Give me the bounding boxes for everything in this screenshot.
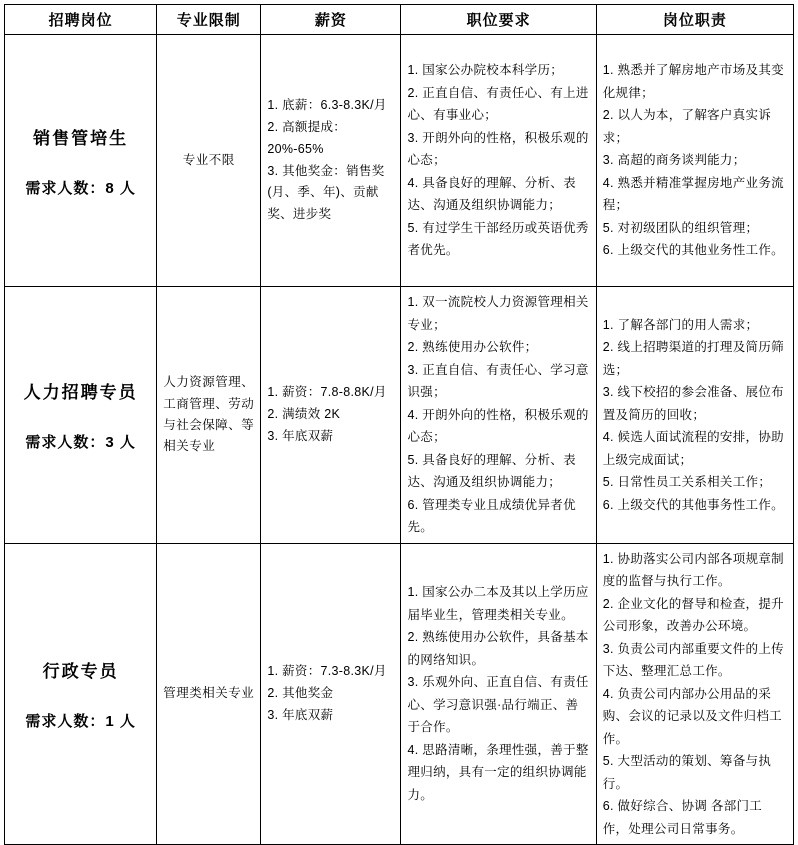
post-cell xyxy=(5,287,157,544)
major-cell: 管理类相关专业 xyxy=(157,543,261,845)
requirements-cell xyxy=(401,287,596,544)
requirement-line: 2. 熟练使用办公软件； xyxy=(407,340,538,354)
post-cell xyxy=(5,35,157,287)
salary-line: 1. 薪资：7.3-8.3K/月 xyxy=(267,663,387,678)
requirements-cell xyxy=(401,543,596,845)
recruitment-table xyxy=(4,4,794,845)
requirement-line: 2. 熟练使用办公软件，具备基本的网络知识。 xyxy=(407,630,589,667)
table-row xyxy=(5,287,794,544)
duty-line: 1. 熟悉并了解房地产市场及其变化规律； xyxy=(602,63,784,100)
duty-line: 2. 企业文化的督导和检查，提升公司形象，改善办公环境。 xyxy=(602,596,784,633)
salary-cell xyxy=(261,287,401,544)
table-header xyxy=(5,5,794,35)
requirement-line: 6. 管理类专业且成绩优异者优先。 xyxy=(407,497,576,534)
post-title: 销售管培生 xyxy=(33,128,129,148)
salary-cell xyxy=(261,35,401,287)
post-count: 需求人数：8 人 xyxy=(25,179,136,197)
duty-line: 5. 对初级团队的组织管理； xyxy=(602,220,759,235)
table-row xyxy=(5,35,794,287)
table-body xyxy=(5,35,794,845)
duty-line: 4. 熟悉并精准掌握房地产业务流程； xyxy=(602,175,784,213)
post-count: 需求人数：1 人 xyxy=(25,712,136,730)
post-count: 需求人数：3 人 xyxy=(25,433,136,451)
requirement-line: 1. 国家公办二本及其以上学历应届毕业生，管理类相关专业。 xyxy=(407,585,589,622)
duty-line: 4. 负责公司内部办公用品的采购、会议的记录以及文件归档工作。 xyxy=(602,686,782,746)
requirement-line: 4. 具备良好的理解、分析、表达、沟通及组织协调能力； xyxy=(407,175,576,213)
salary-line: 2. 高额提成：20%-65% xyxy=(267,119,347,156)
post-title: 行政专员 xyxy=(42,661,119,681)
salary-line: 1. 薪资：7.8-8.8K/月 xyxy=(267,384,387,399)
requirements-cell xyxy=(401,35,596,287)
salary-line: 2. 满绩效 2K xyxy=(267,406,341,421)
requirement-line: 1. 国家公办院校本科学历； xyxy=(407,63,564,78)
duty-line: 6. 做好综合、协调 各部门工作，处理公司日常事务。 xyxy=(602,799,763,836)
requirement-line: 5. 具备良好的理解、分析、表达、沟通及组织协调能力； xyxy=(407,452,576,489)
header-row xyxy=(5,5,794,35)
requirement-line: 3. 乐观外向、正直自信、有责任心、学习意识强·品行端正、善于合作。 xyxy=(407,675,589,735)
column-header-post: 招聘岗位 xyxy=(5,5,157,35)
duty-line: 2. 以人为本，了解客户真实诉求； xyxy=(602,108,772,145)
requirement-line: 4. 开朗外向的性格，积极乐观的心态； xyxy=(407,407,589,444)
duty-line: 3. 线下校招的参会准备、展位布置及简历的回收； xyxy=(602,385,784,422)
requirement-line: 3. 开朗外向的性格，积极乐观的心态； xyxy=(407,130,589,168)
requirement-line: 5. 有过学生干部经历或英语优秀者优先。 xyxy=(407,220,589,258)
major-cell: 人力资源管理、工商管理、劳动与社会保障、等相关专业 xyxy=(157,287,261,544)
column-header-duties: 岗位职责 xyxy=(596,5,793,35)
salary-line: 3. 年底双薪 xyxy=(267,428,334,443)
duty-line: 5. 日常性员工关系相关工作； xyxy=(602,475,772,489)
salary-line: 3. 年底双薪 xyxy=(267,707,334,722)
requirement-line: 4. 思路清晰，条理性强，善于整理归纳，具有一定的组织协调能力。 xyxy=(407,742,589,802)
table-row xyxy=(5,543,794,845)
duty-line: 6. 上级交代的其他事务性工作。 xyxy=(602,497,784,512)
duties-cell xyxy=(596,543,793,845)
requirement-line: 1. 双一流院校人力资源管理相关专业； xyxy=(407,295,589,332)
duties-cell xyxy=(596,287,793,544)
column-header-major: 专业限制 xyxy=(157,5,261,35)
duty-line: 1. 了解各部门的用人需求； xyxy=(602,317,759,332)
requirement-line: 3. 正直自信、有责任心、学习意识强； xyxy=(407,362,589,399)
duty-line: 4. 候选人面试流程的安排，协助上级完成面试； xyxy=(602,430,784,467)
major-cell: 专业不限 xyxy=(157,35,261,287)
column-header-salary: 薪资 xyxy=(261,5,401,35)
salary-line: 3. 其他奖金：销售奖(月、季、年)、贡献奖、进步奖 xyxy=(267,163,385,222)
duty-line: 2. 线上招聘渠道的打理及简历筛选； xyxy=(602,340,784,377)
duty-line: 3. 高超的商务谈判能力； xyxy=(602,153,746,168)
column-header-requirements: 职位要求 xyxy=(401,5,596,35)
duty-line: 6. 上级交代的其他业务性工作。 xyxy=(602,243,784,258)
duty-line: 1. 协助落实公司内部各项规章制度的监督与执行工作。 xyxy=(602,551,784,588)
post-title: 人力招聘专员 xyxy=(23,382,138,402)
duty-line: 5. 大型活动的策划、筹备与执行。 xyxy=(602,754,772,791)
salary-line: 2. 其他奖金 xyxy=(267,685,334,700)
duties-cell xyxy=(596,35,793,287)
duty-line: 3. 负责公司内部重要文件的上传下达、整理汇总工作。 xyxy=(602,641,784,678)
salary-cell xyxy=(261,543,401,845)
requirement-line: 2. 正直自信、有责任心、有上进心、有事业心； xyxy=(407,85,589,123)
post-cell xyxy=(5,543,157,845)
salary-line: 1. 底薪：6.3-8.3K/月 xyxy=(267,97,387,112)
